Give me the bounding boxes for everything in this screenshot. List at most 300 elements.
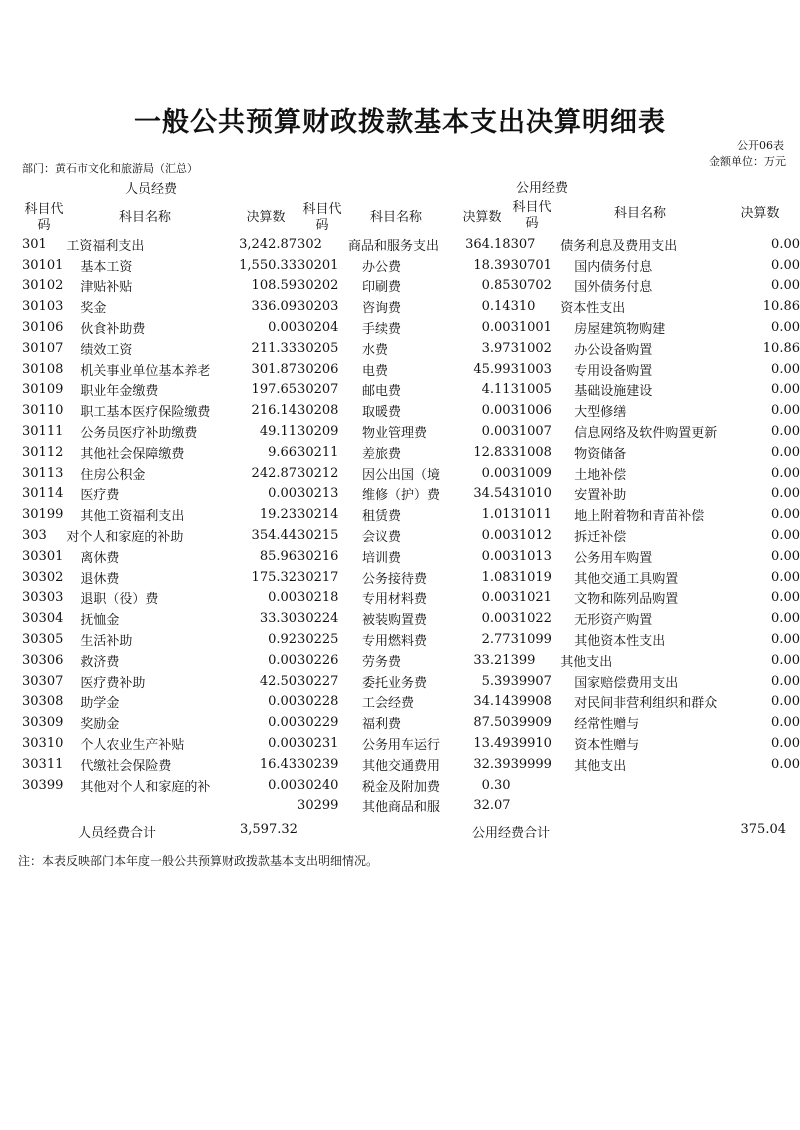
code-cell: 30310: [22, 736, 64, 752]
code-cell: 30307: [22, 673, 64, 689]
code-cell: 30227: [297, 673, 339, 689]
detail-table: [0, 234, 800, 816]
table-row: [0, 588, 800, 609]
name-cell: 其他对个人和家庭的补: [80, 779, 211, 795]
amount-cell: 33.21: [473, 652, 511, 668]
code-cell: 30106: [22, 320, 64, 336]
name-cell: 其他工资福利支出: [80, 509, 185, 525]
code-cell: 30213: [297, 486, 339, 502]
unit-label: 金额单位：万元: [709, 155, 786, 168]
public-total-value: 375.04: [740, 822, 786, 837]
name-cell: 文物和陈列品购置: [574, 592, 679, 608]
code-cell: 30229: [297, 715, 339, 731]
name-cell: 医疗费: [80, 488, 120, 504]
name-cell: 救济费: [80, 654, 120, 670]
amount-cell: [225, 796, 297, 817]
section-personnel-header: 人员经费: [125, 182, 178, 197]
code-cell: 30226: [297, 652, 339, 668]
amount-cell: 0.85: [481, 278, 511, 294]
amount-cell: 108.59: [251, 278, 298, 294]
table-row: [0, 692, 800, 713]
name-cell: 租赁费: [361, 509, 401, 525]
table-row: [0, 546, 800, 567]
amount-cell: 0.00: [771, 278, 800, 294]
table-row: [0, 359, 800, 380]
amount-cell: 0.00: [481, 548, 511, 564]
code-cell: 31006: [510, 403, 552, 419]
code-cell: 303: [22, 528, 47, 544]
name-cell: 其他交通费用: [361, 758, 440, 774]
name-cell: 安置补助: [574, 488, 627, 504]
amount-cell: 0.00: [268, 694, 298, 710]
table-row: [0, 442, 800, 463]
table-row: [0, 671, 800, 692]
table-row: [0, 463, 800, 484]
name-cell: 电费: [361, 363, 388, 379]
code-cell: 30231: [297, 736, 339, 752]
code-cell: 30224: [297, 611, 339, 627]
code-cell: 31003: [510, 361, 552, 377]
table-row: [0, 608, 800, 629]
amount-cell: 18.39: [473, 257, 511, 273]
col-header-code-2: 科目代码: [302, 202, 342, 233]
public-total-label: 公用经费合计: [472, 826, 551, 841]
name-cell: 公务接待费: [361, 571, 427, 587]
table-row: [0, 733, 800, 754]
amount-cell: 45.99: [473, 361, 511, 377]
amount-cell: 3.97: [481, 340, 511, 356]
name-cell: 医疗费补助: [80, 675, 146, 691]
code-cell: 30216: [297, 548, 339, 564]
amount-cell: 0.00: [771, 611, 800, 627]
name-cell: 离休费: [80, 550, 120, 566]
amount-cell: 0.00: [268, 486, 298, 502]
code-cell: 30203: [297, 299, 339, 315]
amount-cell: 197.65: [251, 382, 298, 398]
amount-cell: 3,242.87: [239, 236, 298, 252]
section-public-header: 公用经费: [516, 181, 569, 196]
amount-cell: 211.33: [251, 340, 298, 356]
name-cell: 个人农业生产补贴: [80, 738, 185, 754]
amount-cell: [735, 775, 800, 796]
code-cell: [511, 796, 561, 817]
amount-cell: 0.00: [771, 715, 800, 731]
code-cell: 30108: [22, 361, 64, 377]
name-cell: 职业年金缴费: [80, 384, 159, 400]
code-cell: 39910: [510, 736, 552, 752]
name-cell: 培训费: [361, 550, 401, 566]
detail-table-body: [0, 234, 800, 816]
name-cell: 物资储备: [574, 446, 627, 462]
code-cell: 30308: [22, 694, 64, 710]
amount-cell: 0.00: [771, 590, 800, 606]
name-cell: 机关事业单位基本养老: [80, 363, 211, 379]
code-cell: 30211: [297, 444, 339, 460]
name-cell: 基本工资: [80, 259, 133, 275]
code-cell: 30228: [297, 694, 339, 710]
name-cell: 国外债务付息: [574, 280, 653, 296]
code-cell: 31002: [510, 340, 552, 356]
code-cell: 30225: [297, 632, 339, 648]
code-cell: 30299: [297, 798, 339, 814]
name-cell: [560, 775, 735, 796]
name-cell: 办公费: [361, 259, 401, 275]
col-header-amount-1: 决算数: [246, 210, 286, 225]
code-cell: 307: [510, 236, 536, 252]
amount-cell: 0.00: [771, 486, 800, 502]
amount-cell: 0.00: [771, 632, 800, 648]
name-cell: 职工基本医疗保险缴费: [80, 405, 211, 421]
code-cell: 31007: [510, 424, 552, 440]
name-cell: 维修（护）费: [361, 488, 440, 504]
code-cell: 30102: [22, 278, 64, 294]
table-row: [0, 712, 800, 733]
code-cell: 30215: [297, 528, 339, 544]
name-cell: 债务利息及费用支出: [560, 238, 678, 254]
amount-cell: 1.01: [481, 507, 511, 523]
amount-cell: 354.44: [251, 528, 298, 544]
name-cell: 抚恤金: [80, 613, 120, 629]
code-cell: 31099: [510, 632, 552, 648]
name-cell: 公务用车运行: [361, 738, 440, 754]
code-cell: 31010: [510, 486, 552, 502]
name-cell: [66, 796, 224, 817]
code-cell: 30305: [22, 632, 64, 648]
amount-cell: 0.00: [771, 444, 800, 460]
table-row: [0, 276, 800, 297]
code-cell: 31022: [510, 611, 552, 627]
amount-cell: 2.77: [481, 632, 511, 648]
name-cell: 专用燃料费: [361, 634, 427, 650]
code-cell: 30303: [22, 590, 64, 606]
code-cell: 31001: [510, 320, 552, 336]
amount-cell: 16.43: [259, 756, 298, 772]
amount-cell: 0.00: [771, 424, 800, 440]
name-cell: 税金及附加费: [361, 779, 440, 795]
amount-cell: 0.00: [481, 590, 511, 606]
code-cell: 30101: [22, 257, 64, 273]
code-cell: 30112: [22, 444, 64, 460]
name-cell: 经常性赠与: [574, 717, 640, 733]
amount-cell: 301.87: [251, 361, 298, 377]
amount-cell: 0.00: [771, 236, 800, 252]
amount-cell: 9.66: [268, 444, 298, 460]
name-cell: 代缴社会保险费: [80, 758, 172, 774]
table-row: [0, 380, 800, 401]
amount-cell: 0.00: [268, 736, 298, 752]
amount-cell: 32.39: [473, 756, 511, 772]
name-cell: 土地补偿: [574, 467, 627, 483]
name-cell: 其他支出: [574, 758, 627, 774]
amount-cell: 0.00: [771, 361, 800, 377]
code-cell: 30110: [22, 403, 64, 419]
code-cell: 30214: [297, 507, 339, 523]
name-cell: 商品和服务支出: [347, 238, 439, 254]
name-cell: 其他交通工具购置: [574, 571, 679, 587]
amount-cell: 0.00: [268, 652, 298, 668]
amount-cell: 0.00: [481, 611, 511, 627]
code-cell: 30702: [510, 278, 552, 294]
name-cell: 伙食补助费: [80, 322, 146, 338]
name-cell: 物业管理费: [361, 426, 427, 442]
amount-cell: 32.07: [473, 798, 511, 814]
code-cell: 39908: [510, 694, 552, 710]
amount-cell: 0.00: [771, 320, 800, 336]
amount-cell: 0.00: [481, 465, 511, 481]
amount-cell: 85.96: [259, 548, 298, 564]
code-cell: 30212: [297, 465, 339, 481]
personnel-total-label: 人员经费合计: [78, 826, 157, 841]
name-cell: 基础设施建设: [574, 384, 653, 400]
table-row: [0, 796, 800, 817]
table-row: [0, 234, 800, 255]
amount-cell: 0.00: [268, 590, 298, 606]
table-row: [0, 400, 800, 421]
code-cell: 30103: [22, 299, 64, 315]
amount-cell: 0.00: [771, 507, 800, 523]
code-cell: [511, 775, 561, 796]
name-cell: 大型修缮: [574, 405, 627, 421]
name-cell: 专用材料费: [361, 592, 427, 608]
table-row: [0, 255, 800, 276]
name-cell: 专用设备购置: [574, 363, 653, 379]
department-label: 部门：黄石市文化和旅游局（汇总）: [22, 162, 198, 175]
amount-cell: 0.00: [771, 382, 800, 398]
code-cell: 30218: [297, 590, 339, 606]
amount-cell: 10.86: [762, 340, 800, 356]
table-row: [0, 317, 800, 338]
table-row: [0, 629, 800, 650]
name-cell: 资本性赠与: [574, 738, 640, 754]
amount-cell: 0.00: [771, 528, 800, 544]
amount-cell: 0.00: [481, 528, 511, 544]
amount-cell: 336.09: [251, 299, 298, 315]
amount-cell: 10.86: [762, 299, 800, 315]
code-cell: 30301: [22, 548, 64, 564]
code-cell: 30239: [297, 756, 339, 772]
name-cell: 被装购置费: [361, 613, 427, 629]
amount-cell: 0.00: [771, 736, 800, 752]
name-cell: 退休费: [80, 571, 120, 587]
code-cell: 399: [510, 652, 536, 668]
code-cell: 30201: [297, 257, 339, 273]
amount-cell: 242.87: [251, 465, 298, 481]
code-cell: 31012: [510, 528, 552, 544]
name-cell: 信息网络及软件购置更新: [574, 426, 718, 442]
code-cell: 30311: [22, 756, 64, 772]
code-cell: 30306: [22, 652, 64, 668]
name-cell: 公务员医疗补助缴费: [80, 426, 198, 442]
amount-cell: 49.11: [259, 424, 298, 440]
name-cell: 国家赔偿费用支出: [574, 675, 679, 691]
code-cell: 30113: [22, 465, 64, 481]
table-row: [0, 650, 800, 671]
table-row: [0, 338, 800, 359]
name-cell: 公务用车购置: [574, 550, 653, 566]
name-cell: 邮电费: [361, 384, 401, 400]
name-cell: 其他社会保障缴费: [80, 446, 185, 462]
code-cell: 31009: [510, 465, 552, 481]
name-cell: 劳务费: [361, 654, 401, 670]
code-cell: 39909: [510, 715, 552, 731]
amount-cell: 0.00: [771, 257, 800, 273]
amount-cell: 0.00: [771, 548, 800, 564]
code-cell: 30208: [297, 403, 339, 419]
code-cell: 30114: [22, 486, 64, 502]
name-cell: 对民间非营利组织和群众: [574, 696, 718, 712]
table-row: [0, 775, 800, 796]
name-cell: 差旅费: [361, 446, 401, 462]
code-cell: 31021: [510, 590, 552, 606]
amount-cell: 175.32: [251, 569, 298, 585]
form-code: 公开06表: [737, 139, 784, 152]
table-row: [0, 754, 800, 775]
amount-cell: 33.30: [259, 611, 298, 627]
name-cell: 其他支出: [560, 654, 613, 670]
amount-cell: 364.18: [465, 236, 511, 252]
name-cell: 无形资产购置: [574, 613, 653, 629]
amount-cell: 0.00: [771, 673, 800, 689]
code-cell: 30217: [297, 569, 339, 585]
code-cell: 30209: [297, 424, 339, 440]
name-cell: 印刷费: [361, 280, 401, 296]
code-cell: 31005: [510, 382, 552, 398]
amount-cell: 0.30: [481, 777, 511, 793]
amount-cell: 0.00: [771, 465, 800, 481]
table-row: [0, 421, 800, 442]
col-header-name-3: 科目名称: [613, 206, 666, 221]
code-cell: 30111: [22, 424, 64, 440]
name-cell: 对个人和家庭的补助: [66, 530, 184, 546]
code-cell: 30199: [22, 507, 64, 523]
code-cell: 301: [22, 236, 47, 252]
name-cell: 工会经费: [361, 696, 414, 712]
name-cell: [560, 796, 735, 817]
name-cell: 其他商品和服: [361, 800, 440, 816]
code-cell: 30399: [22, 777, 64, 793]
code-cell: 31019: [510, 569, 552, 585]
name-cell: 取暖费: [361, 405, 401, 421]
code-cell: 30204: [297, 320, 339, 336]
col-header-code-1: 科目代码: [24, 202, 64, 233]
amount-cell: [735, 796, 800, 817]
col-header-amount-2: 决算数: [462, 210, 502, 225]
col-header-amount-3: 决算数: [740, 206, 780, 221]
name-cell: 助学金: [80, 696, 120, 712]
name-cell: 水费: [361, 342, 388, 358]
name-cell: 办公设备购置: [574, 342, 653, 358]
name-cell: 手续费: [361, 322, 401, 338]
amount-cell: 4.11: [481, 382, 511, 398]
code-cell: 39999: [510, 756, 552, 772]
code-cell: 30107: [22, 340, 64, 356]
code-cell: 30205: [297, 340, 339, 356]
code-cell: 30109: [22, 382, 64, 398]
amount-cell: 1.08: [481, 569, 511, 585]
name-cell: 绩效工资: [80, 342, 133, 358]
col-header-name-1: 科目名称: [118, 210, 171, 225]
code-cell: [0, 796, 66, 817]
code-cell: 30304: [22, 611, 64, 627]
personnel-total-value: 3,597.32: [240, 822, 298, 837]
code-cell: 30202: [297, 278, 339, 294]
amount-cell: 0.92: [268, 632, 298, 648]
code-cell: 31013: [510, 548, 552, 564]
amount-cell: 42.50: [259, 673, 298, 689]
code-cell: 310: [510, 299, 536, 315]
amount-cell: 0.00: [268, 777, 298, 793]
name-cell: 资本性支出: [560, 301, 626, 317]
col-header-code-3: 科目代码: [512, 200, 552, 231]
code-cell: 30701: [510, 257, 552, 273]
amount-cell: 0.00: [481, 320, 511, 336]
name-cell: 生活补助: [80, 634, 133, 650]
amount-cell: 0.00: [771, 569, 800, 585]
amount-cell: 34.54: [473, 486, 511, 502]
name-cell: 因公出国（境: [361, 467, 440, 483]
name-cell: 退职（役）费: [80, 592, 159, 608]
code-cell: 31011: [510, 507, 552, 523]
amount-cell: 0.00: [771, 694, 800, 710]
name-cell: 房屋建筑物购建: [574, 322, 666, 338]
amount-cell: 216.14: [251, 403, 298, 419]
code-cell: 30240: [297, 777, 339, 793]
name-cell: 咨询费: [361, 301, 401, 317]
footnote: 注：本表反映部门本年度一般公共预算财政拨款基本支出明细情况。: [18, 854, 379, 868]
table-row: [0, 525, 800, 546]
name-cell: 国内债务付息: [574, 259, 653, 275]
amount-cell: 0.00: [771, 403, 800, 419]
amount-cell: 13.49: [473, 736, 511, 752]
amount-cell: 12.83: [473, 444, 511, 460]
amount-cell: 19.23: [259, 507, 298, 523]
table-row: [0, 567, 800, 588]
amount-cell: 0.00: [481, 403, 511, 419]
amount-cell: 0.00: [481, 424, 511, 440]
amount-cell: 5.39: [481, 673, 511, 689]
name-cell: 会议费: [361, 530, 401, 546]
col-header-name-2: 科目名称: [369, 210, 422, 225]
code-cell: 30207: [297, 382, 339, 398]
table-row: [0, 484, 800, 505]
name-cell: 福利费: [361, 717, 401, 733]
code-cell: 39907: [510, 673, 552, 689]
name-cell: 工资福利支出: [66, 238, 145, 254]
page-title: 一般公共预算财政拨款基本支出决算明细表: [134, 107, 666, 138]
name-cell: 奖金: [80, 301, 107, 317]
code-cell: 30206: [297, 361, 339, 377]
amount-cell: 0.00: [268, 320, 298, 336]
table-row: [0, 504, 800, 525]
code-cell: 30302: [22, 569, 64, 585]
amount-cell: 87.50: [473, 715, 511, 731]
name-cell: 其他资本性支出: [574, 634, 666, 650]
code-cell: 30309: [22, 715, 64, 731]
amount-cell: 0.00: [771, 756, 800, 772]
amount-cell: 34.14: [473, 694, 511, 710]
table-row: [0, 296, 800, 317]
name-cell: 奖励金: [80, 717, 120, 733]
name-cell: 拆迁补偿: [574, 530, 627, 546]
name-cell: 地上附着物和青苗补偿: [574, 509, 705, 525]
code-cell: 31008: [510, 444, 552, 460]
code-cell: 302: [297, 236, 322, 252]
name-cell: 住房公积金: [80, 467, 146, 483]
name-cell: 津贴补贴: [80, 280, 133, 296]
amount-cell: 0.14: [481, 299, 511, 315]
amount-cell: 0.00: [268, 715, 298, 731]
amount-cell: 1,550.33: [239, 257, 298, 273]
